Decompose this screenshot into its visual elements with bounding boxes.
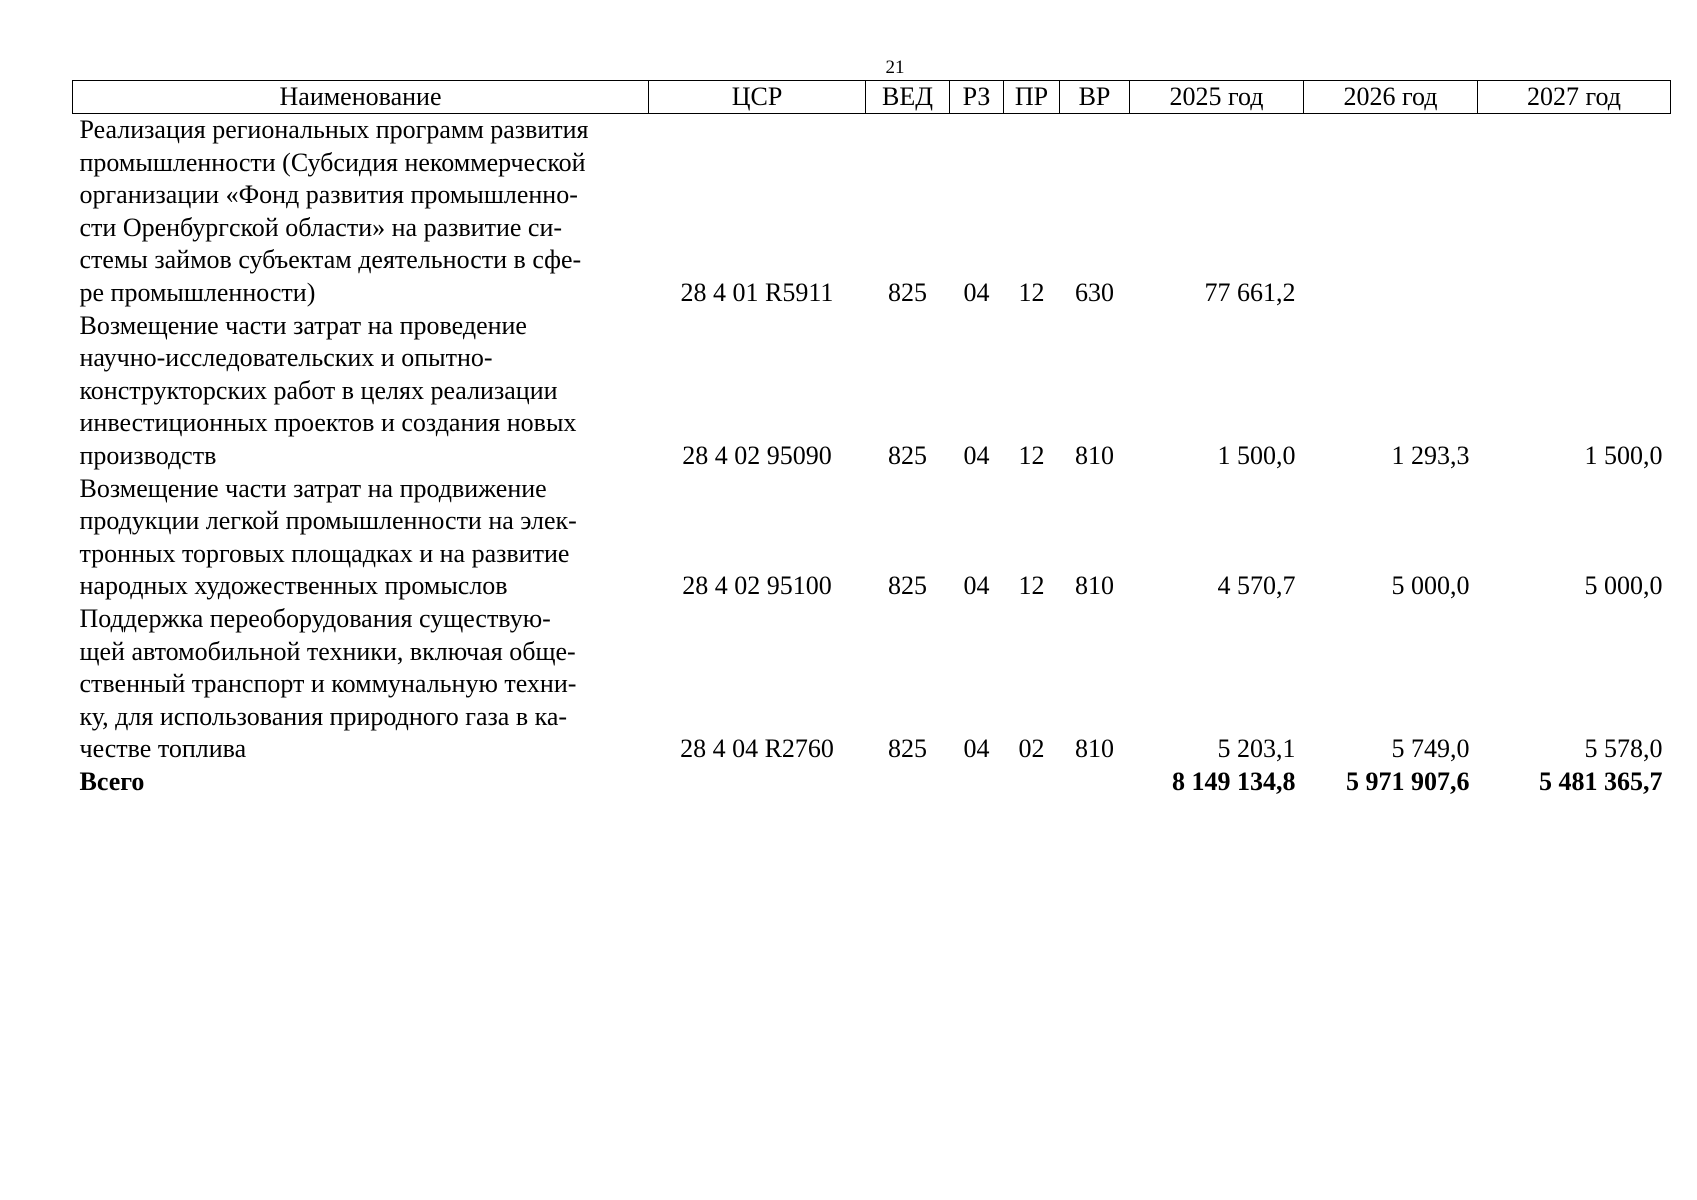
table-header-row — [73, 81, 1671, 114]
header-2026: 2026 год — [1304, 81, 1478, 114]
row-ved: 825 — [888, 734, 927, 764]
row-ved: 825 — [888, 440, 927, 470]
row-vr: 630 — [1075, 277, 1114, 307]
row-name — [73, 473, 649, 603]
row-amount-2025: 5 203,1 — [1217, 734, 1296, 764]
row-csr: 28 4 01 R5911 — [680, 277, 834, 307]
empty-cell — [1004, 766, 1060, 799]
row-pr: 12 — [1018, 440, 1045, 470]
row-name-line: народных художественных промыслов — [79, 571, 508, 601]
row-name-line: Реализация региональных программ развития — [79, 115, 589, 144]
header-ved: ВЕД — [866, 81, 950, 114]
row-name-line: ре промышленности) — [79, 277, 316, 307]
row-vr: 810 — [1075, 440, 1114, 470]
row-name-line: производств — [79, 440, 217, 470]
row-name-line: Возмещение части затрат на проведение — [79, 310, 527, 340]
row-amount-2025: 4 570,7 — [1217, 571, 1296, 601]
row-ved: 825 — [888, 571, 927, 601]
row-rz: 04 — [963, 277, 990, 307]
row-name-line: щей автомобильной техники, включая обще- — [79, 636, 576, 666]
row-name-line: Поддержка переоборудования существую- — [79, 603, 551, 633]
total-amount-2025: 8 149 134,8 — [1172, 766, 1296, 796]
row-name — [73, 310, 649, 473]
row-name-line: конструкторских работ в целях реализации — [79, 375, 558, 405]
row-amount-2027: 5 578,0 — [1584, 734, 1663, 764]
row-amount-2026: 5 749,0 — [1391, 734, 1470, 764]
row-pr: 02 — [1018, 734, 1045, 764]
row-name-line: инвестиционных проектов и создания новых — [79, 408, 577, 438]
row-name-line: сти Оренбургской области» на развитие си- — [79, 212, 563, 242]
empty-cell — [866, 766, 950, 799]
page-number: 21 — [885, 57, 905, 78]
row-rz: 04 — [963, 734, 990, 764]
row-name-line: ку, для использования природного газа в ка- — [79, 701, 568, 731]
total-amount-2027: 5 481 365,7 — [1539, 766, 1663, 796]
row-name-line: продукции легкой промышленности на элек- — [79, 506, 577, 536]
row-amount-2025: 77 661,2 — [1204, 277, 1296, 307]
table-row — [73, 603, 1671, 766]
row-csr: 28 4 04 R2760 — [680, 734, 834, 764]
total-label: Всего — [79, 766, 145, 796]
header-2025: 2025 год — [1130, 81, 1304, 114]
empty-cell — [1060, 766, 1130, 799]
row-vr: 810 — [1075, 571, 1114, 601]
total-row — [73, 766, 1671, 799]
row-pr: 12 — [1018, 277, 1045, 307]
row-name-line: организации «Фонд развития промышленно- — [79, 180, 578, 210]
empty-cell — [649, 766, 866, 799]
row-amount-2027 — [1478, 114, 1671, 310]
row-pr: 12 — [1018, 571, 1045, 601]
row-ved: 825 — [888, 277, 927, 307]
row-amount-2026: 5 000,0 — [1391, 571, 1470, 601]
empty-cell — [950, 766, 1004, 799]
header-csr: ЦСР — [649, 81, 866, 114]
budget-table — [72, 80, 1671, 798]
row-csr: 28 4 02 95100 — [682, 571, 832, 601]
row-amount-2027: 1 500,0 — [1584, 440, 1663, 470]
row-name-line: тронных торговых площадках и на развитие — [79, 538, 570, 568]
row-rz: 04 — [963, 571, 990, 601]
row-name-line: честве топлива — [79, 734, 247, 764]
row-amount-2025: 1 500,0 — [1217, 440, 1296, 470]
table-row — [73, 310, 1671, 473]
row-amount-2027: 5 000,0 — [1584, 571, 1663, 601]
header-vr: ВР — [1060, 81, 1130, 114]
header-name: Наименование — [73, 81, 649, 114]
row-name-line: научно-исследовательских и опытно- — [79, 343, 493, 373]
row-name-line: ственный транспорт и коммунальную техни- — [79, 669, 577, 699]
total-amount-2026: 5 971 907,6 — [1346, 766, 1470, 796]
row-amount-2026 — [1304, 114, 1478, 310]
row-name-line: Возмещение части затрат на продвижение — [79, 473, 547, 503]
row-name-line: стемы займов субъектам деятельности в сфе- — [79, 245, 582, 275]
row-name-line: промышленности (Субсидия некоммерческой — [79, 147, 586, 177]
header-rz: РЗ — [950, 81, 1004, 114]
header-pr: ПР — [1004, 81, 1060, 114]
row-amount-2026: 1 293,3 — [1391, 440, 1470, 470]
table-row — [73, 114, 1671, 310]
row-vr: 810 — [1075, 734, 1114, 764]
row-rz: 04 — [963, 440, 990, 470]
row-name — [73, 603, 649, 766]
header-2027: 2027 год — [1478, 81, 1671, 114]
table-row — [73, 473, 1671, 603]
row-name — [73, 114, 649, 310]
row-csr: 28 4 02 95090 — [682, 440, 832, 470]
